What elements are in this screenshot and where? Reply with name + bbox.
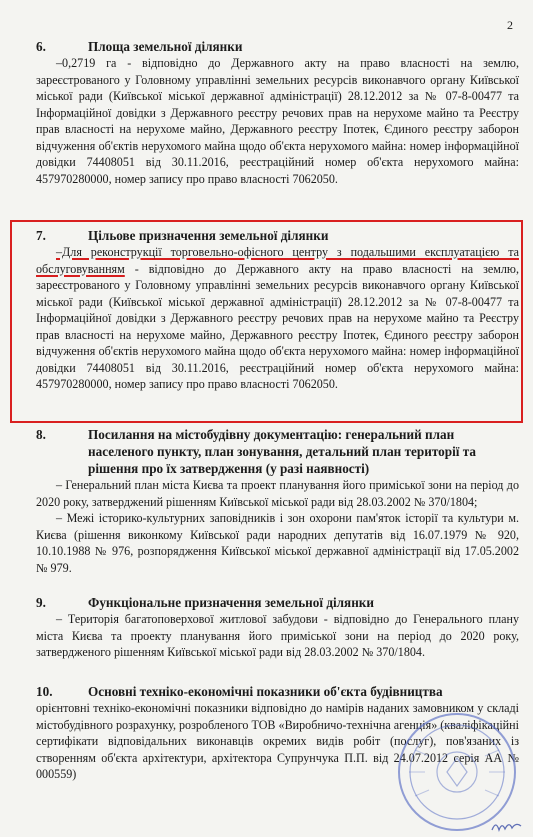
section-heading: [36, 594, 519, 611]
section-title: Цільове призначення земельної ділянки: [88, 228, 329, 243]
section-title: Основні техніко-економічні показники об'єкта будівництва: [88, 684, 443, 699]
section-8: [36, 426, 519, 576]
section-paragraph: – Територія багатоповерхової житлової забудови - відповідно до Генерального плану міста Києва та проекту планування його приміської зони на період до 2020 року, затвердженого рішенням Київської міської ради від 28.03.2002 № 370/1804.: [36, 612, 519, 659]
section-title: Посилання на містобудівну документацію: генеральний план населеного пункту, план зонування, детальний план території та рішення про їх затвердження (у разі наявності): [88, 427, 476, 476]
section-paragraph: – Межі історико-культурних заповідників і зон охорони пам'яток історії та культури м. Києва (рішення виконкому Київської ради народних депутатів від 16.07.1979 № 920, 10.10.1988 № 976, розпорядження Київської міської державної адміністрації від 17.05.2002 № 979.: [36, 511, 519, 575]
section-heading: [36, 426, 519, 477]
highlight-box: [10, 220, 523, 423]
section-paragraph: – Генеральний план міста Києва та проект планування його приміської зони на період до 2020 року, затверджений рішенням Київської міської ради від 28.03.2002 № 370/1804;: [36, 478, 519, 509]
official-stamp-icon: [395, 710, 519, 834]
section-number: 10.: [36, 684, 53, 699]
section-number: 6.: [36, 39, 46, 54]
section-6: [36, 38, 519, 187]
section-number: 7.: [36, 228, 46, 243]
section-number: 8.: [36, 427, 46, 442]
section-title: Площа земельної ділянки: [88, 39, 243, 54]
page-number: 2: [507, 18, 513, 32]
section-paragraph: орієнтовні техніко-економічні показники відповідно до намірів наданих замовником у складі містобудівного розрахунку, розробленого ТОВ «Виробничо-технічна агенція» (кваліфікаційні сертифікати відповідальних виконавців окремих видів робіт (послуг), пов'язаних із створенням об'єкта архітектури, архітектора Супрунчука П.П. від 24.07.2012 серія АА № 000559): [36, 701, 519, 781]
signature-icon: [490, 818, 524, 834]
section-paragraph: –0,2719 га - відповідно до Державного акту на право власності на землю, зареєстрованого у Головному управлінні земельних ресурсів виконавчого органу Київської міської ради (Київської міської державної адміністрації) 28.12.2012 за № 07-8-00477 та Інформаційної довідки з Державного реєстру речових прав на нерухоме майно та Реєстру прав власності на нерухоме майно, Державного реєстру Іпотек, Єдиного реєстру заборон відчуження об'єктів нерухомого майна щодо об'єкта нерухомого майна: номер інформаційної довідки 74408051 від 30.11.2016, реєстраційний номер об'єкта нерухомого майна: 457970280000, номер запису про право власності 7062050.: [36, 56, 519, 186]
paragraph-rest: - відповідно до Державного акту на право власності на землю, зареєстрованого у Головному управлінні земельних ресурсів виконавчого органу Київської міської ради (Київської міської державної адміністрації) 28.12.2012 за № 07-8-00477 та Інформаційної довідки з Державного реєстру речових прав на нерухоме майно та Реєстру прав власності на нерухоме майно, Державного реєстру Іпотек, Єдиного реєстру заборон відчуження об'єктів нерухомого майна щодо об'єкта нерухомого майна: номер інформаційної довідки 74408051 від 30.11.2016, реєстраційний номер об'єкта нерухомого майна: 457970280000, номер запису про право власності 7062050.: [36, 261, 519, 391]
section-heading: [36, 38, 519, 55]
section-title: Функціональне призначення земельної ділянки: [88, 595, 374, 610]
section-number: 9.: [36, 595, 46, 610]
section-heading: [36, 683, 519, 700]
section-9: [36, 594, 519, 661]
underlined-purpose: –Для реконструкції торговельно-офісного центру з подальшими експлуатацією та обслуговуванням: [36, 245, 519, 276]
